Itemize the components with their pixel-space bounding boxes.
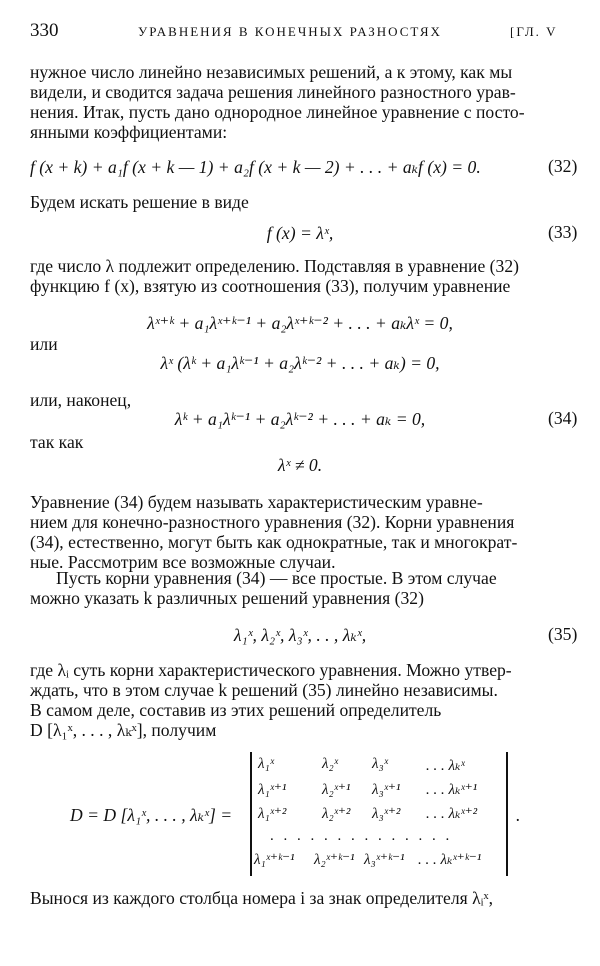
equation-substituted: λˣ⁺ᵏ + a₁λˣ⁺ᵏ⁻¹ + a₂λˣ⁺ᵏ⁻² + . . . + aₖλˣ = 0, xyxy=(147,313,453,333)
matrix-cell: λ₁ˣ⁺² xyxy=(258,806,287,822)
paragraph-line: янными коэффициентами: xyxy=(30,122,228,142)
determinant-period: . xyxy=(516,805,521,825)
equation-32: f (x + k) + a₁f (x + k — 1) + a₂f (x + k — 2) + . . . + aₖf (x) = 0. xyxy=(30,157,481,177)
matrix-cell: λ₂ˣ⁺² xyxy=(322,806,351,822)
paragraph-line: ные. Рассмотрим все возможные случаи. xyxy=(30,552,336,572)
matrix-cell: . . . λₖˣ⁺² xyxy=(426,806,478,822)
matrix-dots-row: . . . . . . . . . . . . . . xyxy=(270,828,453,844)
conjunction-since: так как xyxy=(30,432,84,452)
equation-34: λᵏ + a₁λᵏ⁻¹ + a₂λᵏ⁻² + . . . + aₖ = 0, xyxy=(174,409,426,429)
determinant-left-bar xyxy=(250,752,252,876)
matrix-cell: λ₁ˣ⁺ᵏ⁻¹ xyxy=(254,852,295,868)
matrix-cell: λ₁ˣ⁺¹ xyxy=(258,782,287,798)
matrix-cell: . . . λₖˣ xyxy=(426,758,465,774)
paragraph-line: где λᵢ суть корни характеристического уравнения. Можно утвер- xyxy=(30,660,512,680)
equation-nonzero: λˣ ≠ 0. xyxy=(277,455,323,475)
paragraph-line: нием для конечно-разностного уравнения (32). Корни уравнения xyxy=(30,512,515,532)
conjunction-or: или xyxy=(30,334,58,354)
matrix-cell: λ₃ˣ⁺² xyxy=(372,806,401,822)
running-title: УРАВНЕНИЯ В КОНЕЧНЫХ РАЗНОСТЯХ xyxy=(138,24,442,39)
determinant-right-bar xyxy=(506,752,508,876)
determinant-lhs: D = D [λ₁ˣ, . . . , λₖˣ] = xyxy=(70,805,233,825)
matrix-cell: λ₂ˣ⁺ᵏ⁻¹ xyxy=(314,852,355,868)
paragraph-line: Вынося из каждого столбца номера i за знак определителя λᵢˣ, xyxy=(30,888,494,908)
determinant-matrix xyxy=(250,752,510,876)
paragraph-line: нения. Итак, пусть дано однородное линейное уравнение с посто- xyxy=(30,102,525,122)
paragraph-line: видели, и сводится задача решения линейного разностного урав- xyxy=(30,82,516,102)
equation-number: (35) xyxy=(548,624,578,644)
paragraph-line: где число λ подлежит определению. Подставляя в уравнение (32) xyxy=(30,256,519,276)
paragraph-line: ждать, что в этом случае k решений (35) линейно независимы. xyxy=(30,680,498,700)
chapter-label: [ГЛ. V xyxy=(510,24,558,39)
paragraph-line: функцию f (x), взятую из соотношения (33), получим уравнение xyxy=(30,276,511,296)
conjunction-finally: или, наконец, xyxy=(30,390,132,410)
paragraph-line: (34), естественно, могут быть как однократные, так и многократ- xyxy=(30,532,518,552)
paragraph-line: Будем искать решение в виде xyxy=(30,192,249,212)
equation-factored: λˣ (λᵏ + a₁λᵏ⁻¹ + a₂λᵏ⁻² + . . . + aₖ) = 0, xyxy=(160,353,440,373)
equation-33: f (x) = λˣ, xyxy=(266,223,334,243)
equation-number: (34) xyxy=(548,408,578,428)
equation-number: (33) xyxy=(548,222,578,242)
matrix-cell: λ₃ˣ⁺¹ xyxy=(372,782,401,798)
matrix-cell: . . . λₖˣ⁺¹ xyxy=(426,782,478,798)
matrix-cell: λ₃ˣ xyxy=(372,756,388,772)
matrix-cell: λ₁ˣ xyxy=(258,756,274,772)
paragraph-line: В самом деле, составив из этих решений определитель xyxy=(30,700,442,720)
paragraph-line: D [λ₁ˣ, . . . , λₖˣ], получим xyxy=(30,720,217,740)
paragraph-line: нужное число линейно независимых решений, а к этому, как мы xyxy=(30,62,513,82)
matrix-cell: . . . λₖˣ⁺ᵏ⁻¹ xyxy=(418,852,482,868)
paragraph-line: Уравнение (34) будем называть характеристическим уравне- xyxy=(30,492,483,512)
paragraph-line: Пусть корни уравнения (34) — все простые. В этом случае xyxy=(56,568,497,588)
paragraph-line: можно указать k различных решений уравнения (32) xyxy=(30,588,424,608)
matrix-cell: λ₃ˣ⁺ᵏ⁻¹ xyxy=(364,852,405,868)
equation-number: (32) xyxy=(548,156,578,176)
matrix-cell: λ₂ˣ xyxy=(322,756,338,772)
matrix-cell: λ₂ˣ⁺¹ xyxy=(322,782,351,798)
page-number: 330 xyxy=(30,20,59,41)
equation-35: λ₁ˣ, λ₂ˣ, λ₃ˣ, . . , λₖˣ, xyxy=(233,625,367,645)
